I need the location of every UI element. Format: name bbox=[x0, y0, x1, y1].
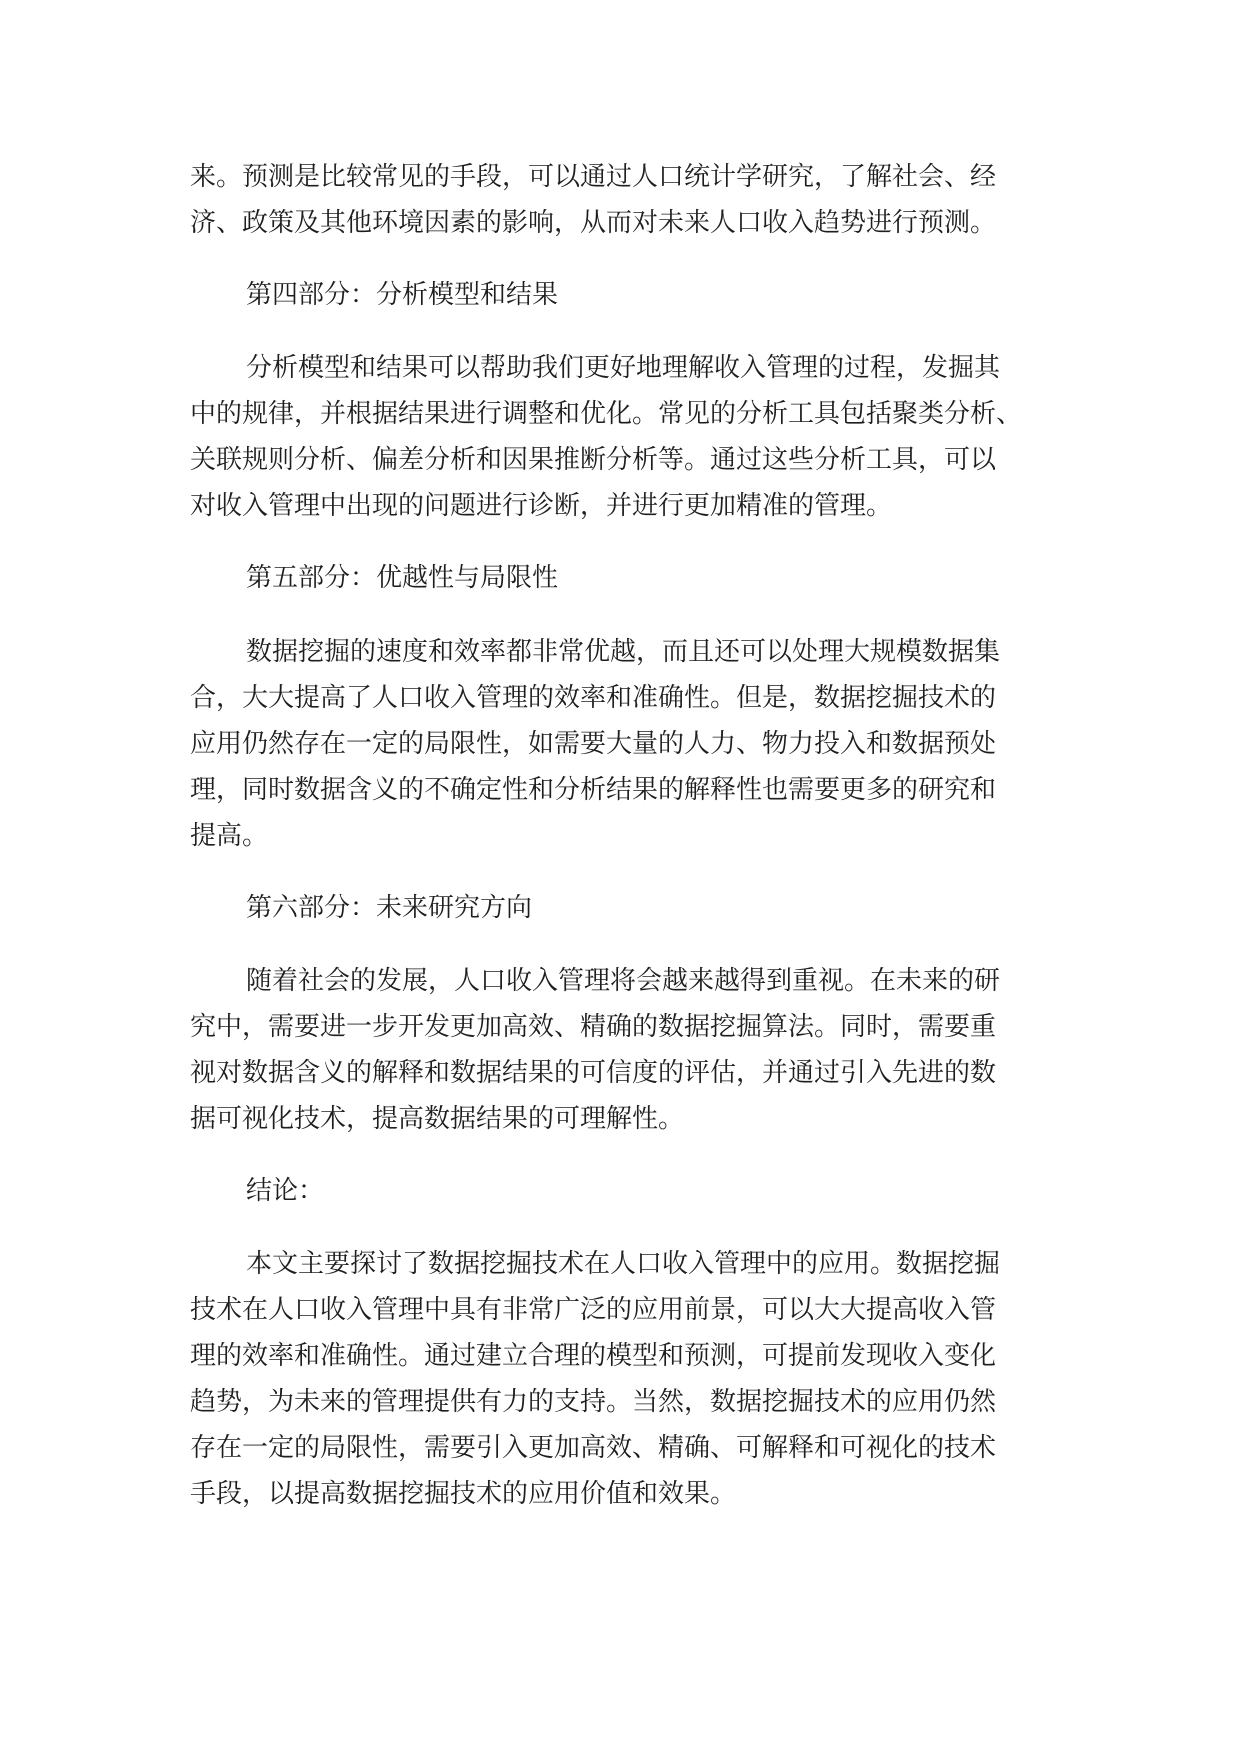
body-text-line: 趋势，为未来的管理提供有力的支持。当然，数据挖掘技术的应用仍然 bbox=[190, 1387, 997, 1417]
body-text-line: 关联规则分析、偏差分析和因果推断分析等。通过这些分析工具，可以 bbox=[190, 445, 997, 475]
section-heading-conclusion: 结论： bbox=[246, 1176, 325, 1206]
body-text-line: 来。预测是比较常见的手段，可以通过人口统计学研究，了解社会、经 bbox=[190, 162, 997, 192]
body-text-line: 理，同时数据含义的不确定性和分析结果的解释性也需要更多的研究和 bbox=[190, 775, 997, 805]
section-heading-part-five: 第五部分：优越性与局限性 bbox=[246, 563, 559, 593]
body-text-line: 技术在人口收入管理中具有非常广泛的应用前景，可以大大提高收入管 bbox=[190, 1295, 997, 1325]
section-heading-part-four: 第四部分：分析模型和结果 bbox=[246, 280, 559, 310]
body-text-line: 随着社会的发展，人口收入管理将会越来越得到重视。在未来的研 bbox=[246, 966, 1001, 996]
body-text-line: 本文主要探讨了数据挖掘技术在人口收入管理中的应用。数据挖掘 bbox=[246, 1249, 1001, 1279]
body-text-line: 究中，需要进一步开发更加高效、精确的数据挖掘算法。同时，需要重 bbox=[190, 1012, 997, 1042]
body-text-line: 合，大大提高了人口收入管理的效率和准确性。但是，数据挖掘技术的 bbox=[190, 683, 997, 713]
body-text-line: 济、政策及其他环境因素的影响，从而对未来人口收入趋势进行预测。 bbox=[190, 208, 997, 238]
section-heading-part-six: 第六部分：未来研究方向 bbox=[246, 893, 533, 923]
body-text-line: 手段，以提高数据挖掘技术的应用价值和效果。 bbox=[190, 1479, 737, 1509]
body-text-line: 理的效率和准确性。通过建立合理的模型和预测，可提前发现收入变化 bbox=[190, 1341, 997, 1371]
body-text-line: 视对数据含义的解释和数据结果的可信度的评估，并通过引入先进的数 bbox=[190, 1058, 997, 1088]
body-text-line: 数据挖掘的速度和效率都非常优越，而且还可以处理大规模数据集 bbox=[246, 637, 1001, 667]
body-text-line: 对收入管理中出现的问题进行诊断，并进行更加精准的管理。 bbox=[190, 491, 893, 521]
body-text-line: 据可视化技术，提高数据结果的可理解性。 bbox=[190, 1104, 685, 1134]
body-text-line: 应用仍然存在一定的局限性，如需要大量的人力、物力投入和数据预处 bbox=[190, 729, 997, 759]
body-text-line: 分析模型和结果可以帮助我们更好地理解收入管理的过程，发掘其 bbox=[246, 353, 1001, 383]
body-text-line: 提高。 bbox=[190, 821, 269, 851]
body-text-line: 中的规律，并根据结果进行调整和优化。常见的分析工具包括聚类分析、 bbox=[190, 399, 1023, 429]
body-text-line: 存在一定的局限性，需要引入更加高效、精确、可解释和可视化的技术 bbox=[190, 1433, 997, 1463]
